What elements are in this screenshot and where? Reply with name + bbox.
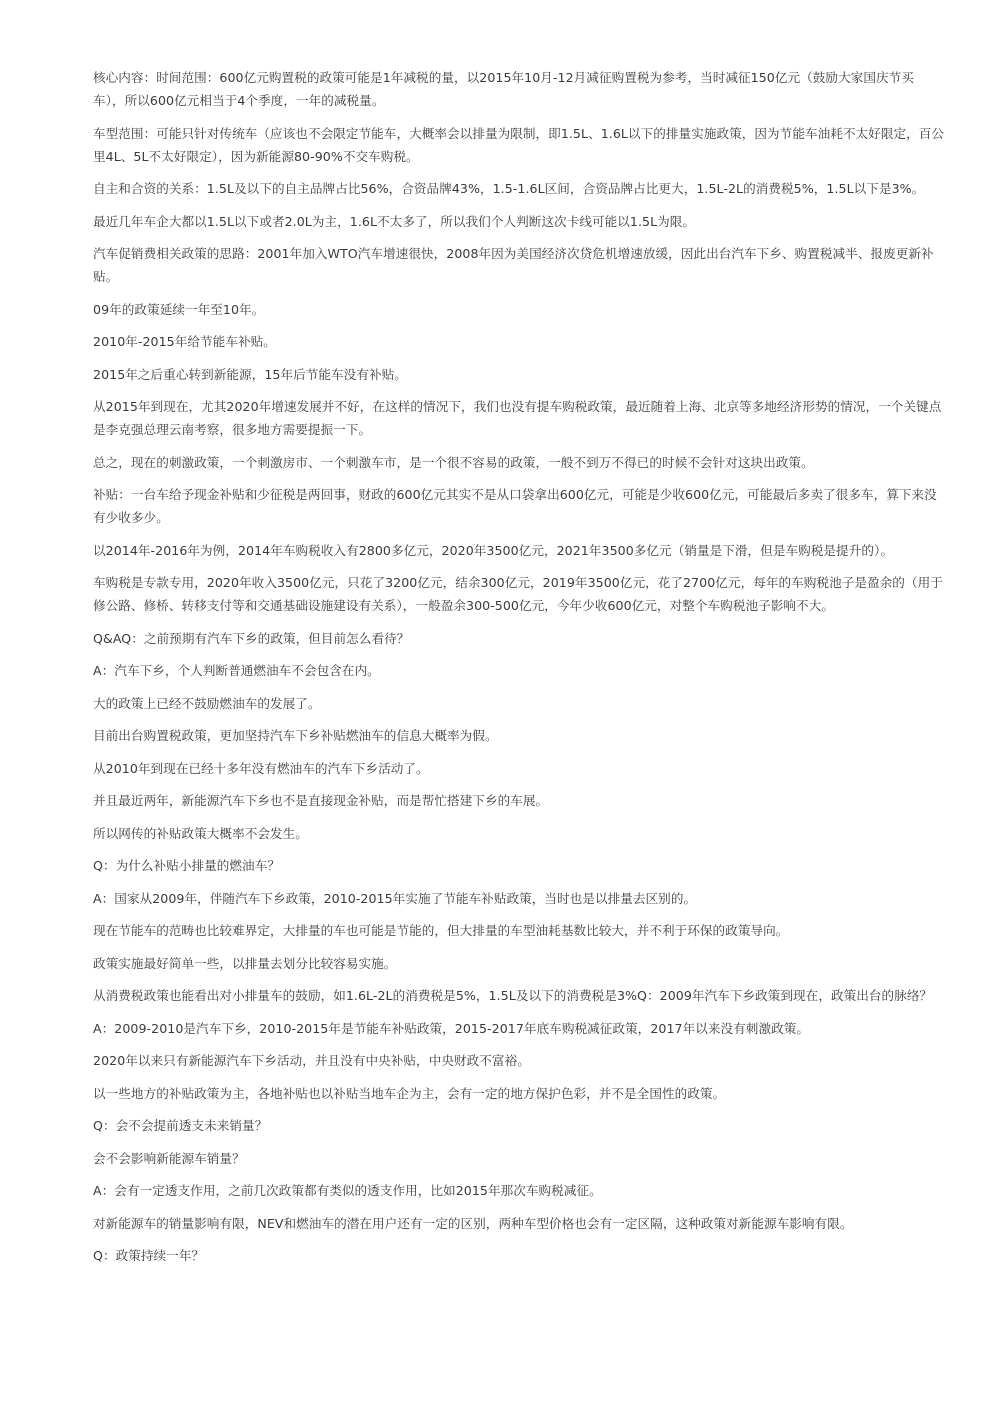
qa-question-duration: Q：政策持续一年？ xyxy=(93,1248,205,1263)
paragraph-policy-history: 汽车促销费相关政策的思路：2001年加入WTO汽车增速很快，2008年因为美国经济次贷危机增速放缓，因此出台汽车下乡、购置税减半、报废更新补贴。 xyxy=(93,246,934,284)
paragraph-subsidy: 补贴：一台车给予现金补贴和少征税是两回事，财政的600亿元其实不是从口袋拿出600亿元，可能是少收600亿元，可能最后多卖了很多车，算下来没有少收多少。 xyxy=(93,487,937,525)
paragraph-displacement-limit: 最近几年车企大都以1.5L以下或者2.0L为主，1.6L不太多了，所以我们个人判断这次卡线可能以1.5L为限。 xyxy=(93,213,696,229)
qa-answer-line: 从2010年到现在已经十多年没有燃油车的汽车下乡活动了。 xyxy=(93,760,429,776)
qa-answer-small-displacement: A：国家从2009年，伴随汽车下乡政策，2010-2015年实施了节能车补贴政策，当时也是以排量去区别的。 xyxy=(93,890,697,906)
qa-answer-line: 目前出台购置税政策，更加坚持汽车下乡补贴燃油车的信息大概率为假。 xyxy=(93,728,498,743)
paragraph-2009-policy: 09年的政策延续一年至10年。 xyxy=(93,301,265,317)
qa-answer-rural: A：汽车下乡，个人判断普通燃油车不会包含在内。 xyxy=(93,663,380,678)
qa-answer-overdraft: A：会有一定透支作用，之前几次政策都有类似的透支作用，比如2015年那次车购税减征。 xyxy=(93,1183,602,1198)
qa-question-nev: 会不会影响新能源车销量？ xyxy=(93,1150,245,1166)
paragraph-vehicle-scope: 车型范围：可能只针对传统车（应该也不会限定节能车，大概率会以排量为限制，即1.5L、1.6L以下的排量实施政策，因为节能车油耗不太好限定，百公里4L、5L不太好限定），因为新能源80-90%不交车购税。 xyxy=(93,125,945,164)
paragraph-tax-pool: 车购税是专款专用，2020年收入3500亿元，只花了3200亿元，结余300亿元，2019年3500亿元，花了2700亿元，每年的车购税池子是盈余的（用于修公路、修桥、转移支付等和交通基础设施建设有关系），一般盈余300-500亿元，今年少收600亿元，对整个车购税池子影响不大。 xyxy=(93,575,943,613)
paragraph-since-2015: 从2015年到现在，尤其2020年增速发展并不好，在这样的情况下，我们也没有提车购税政策，最近随着上海、北京等多地经济形势的情况，一个关键点是李克强总理云南考察，很多地方需要提振一下。 xyxy=(93,399,942,437)
document-body xyxy=(93,66,945,1277)
paragraph-core-content: 核心内容：时间范围：600亿元购置税的政策可能是1年减税的量，以2015年10月-12月减征购置税为参考，当时减征150亿元（鼓励大家国庆节买车），所以600亿元相当于4个季度，一年的减税量。 xyxy=(93,70,914,108)
paragraph-summary: 总之，现在的刺激政策，一个刺激房市、一个刺激车市，是一个很不容易的政策，一般不到万不得已的时候不会针对这块出政策。 xyxy=(93,454,814,470)
qa-question-small-displacement: Q：为什么补贴小排量的燃油车？ xyxy=(93,858,280,873)
paragraph-brand-relation: 自主和合资的关系：1.5L及以下的自主品牌占比56%，合资品牌43%，1.5-1.6L区间，合资品牌占比更大，1.5L-2L的消费税5%，1.5L以下是3%。 xyxy=(93,181,925,196)
qa-answer-line: 并且最近两年，新能源汽车下乡也不是直接现金补贴，而是帮忙搭建下乡的车展。 xyxy=(93,793,549,808)
paragraph-tax-revenue: 以2014年-2016年为例，2014年车购税收入有2800多亿元，2020年3500亿元，2021年3500多亿元（销量是下滑，但是车购税是提升的）。 xyxy=(93,542,893,558)
qa-question-overdraft: Q：会不会提前透支未来销量？ xyxy=(93,1118,268,1133)
qa-answer-timeline: A：2009-2010是汽车下乡，2010-2015年是节能车补贴政策，2015-2017年底车购税减征政策，2017年以来没有刺激政策。 xyxy=(93,1020,810,1036)
qa-answer-line: 所以网传的补贴政策大概率不会发生。 xyxy=(93,825,308,841)
paragraph-after-2015: 2015年之后重心转到新能源，15年后节能车没有补贴。 xyxy=(93,366,407,382)
paragraph-2010-2015: 2010年-2015年给节能车补贴。 xyxy=(93,334,276,349)
qa-answer-line: 现在节能车的范畴也比较难界定，大排量的车也可能是节能的，但大排量的车型油耗基数比较大，并不利于环保的政策导向。 xyxy=(93,923,789,938)
qa-answer-line: 从消费税政策也能看出对小排量车的鼓励，如1.6L-2L的消费税是5%，1.5L及以下的消费税是3%Q：2009年汽车下乡政策到现在，政策出台的脉络？ xyxy=(93,988,933,1003)
qa-answer-line: 政策实施最好简单一些，以排量去划分比较容易实施。 xyxy=(93,955,397,971)
qa-question-rural: Q&AQ：之前预期有汽车下乡的政策，但目前怎么看待？ xyxy=(93,630,410,646)
qa-answer-line: 以一些地方的补贴政策为主，各地补贴也以补贴当地车企为主，会有一定的地方保护色彩，并不是全国性的政策。 xyxy=(93,1085,726,1101)
qa-answer-line: 大的政策上已经不鼓励燃油车的发展了。 xyxy=(93,695,321,711)
qa-answer-line: 2020年以来只有新能源汽车下乡活动，并且没有中央补贴，中央财政不富裕。 xyxy=(93,1053,530,1068)
qa-answer-line: 对新能源车的销量影响有限，NEV和燃油车的潜在用户还有一定的区别，两种车型价格也会有一定区隔，这种政策对新能源车影响有限。 xyxy=(93,1215,853,1231)
